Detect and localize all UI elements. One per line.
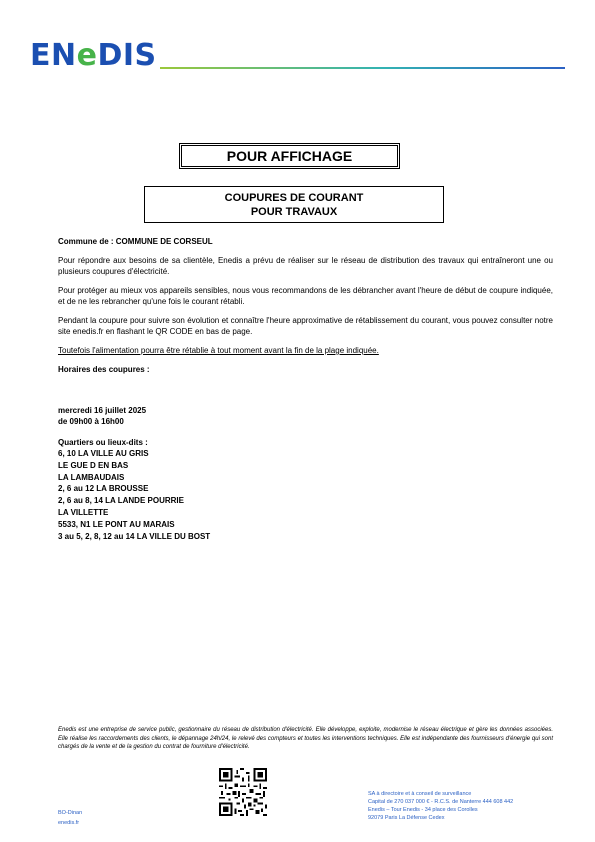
warning-text: Toutefois l'alimentation pourra être rétablie à tout moment avant la fin de la plage indiquée.	[58, 346, 379, 355]
logo-part3: DIS	[97, 38, 157, 73]
list-item: 3 au 5, 2, 8, 12 au 14 LA VILLE DU BOST	[58, 531, 211, 541]
legal-info	[368, 790, 568, 822]
places-label: Quartiers ou lieux-dits :	[58, 438, 148, 447]
footer-note: Enedis est une entreprise de service public, gestionnaire du réseau de distribution d'électricité. Elle développe, exploite, modernise le réseau électrique et gère les données associées. Elle réalise les raccordements des clients, le dépannage 24h/24, le relevé des compteurs et toutes les interventions techniques. Elle est indépendante des fournisseurs d'énergie qui sont chargés de la vente et de la gestion du contrat de fourniture d'électricité.	[58, 727, 553, 750]
list-item: LA VILLETTE	[58, 507, 109, 517]
legal-line: 92079 Paris La Défense Cedex	[368, 815, 445, 821]
hours-label: Horaires des coupures :	[58, 365, 150, 374]
notice-content	[58, 236, 553, 542]
website-link[interactable]: enedis.fr	[58, 820, 80, 826]
qr-code-icon[interactable]	[219, 768, 267, 816]
page-title: POUR AFFICHAGE	[179, 143, 400, 169]
subtitle-line1: COUPURES DE COURANT	[224, 191, 364, 204]
paragraph-follow: Pendant la coupure pour suivre son évolution et connaître l'heure approximative de rétablissement du courant, vous pouvez consulter notre site enedis.fr en flashant le QR CODE en bas de page.	[58, 316, 553, 336]
subtitle-line2: POUR TRAVAUX	[250, 205, 338, 218]
left-footer	[58, 808, 82, 828]
subtitle-box	[144, 186, 444, 223]
commune-label: Commune de : COMMUNE DE CORSEUL	[58, 237, 213, 246]
outage-time: de 09h00 à 16h00	[58, 417, 124, 426]
legal-line: Enedis – Tour Enedis - 34 place des Corolles	[368, 807, 478, 813]
outage-date: mercredi 16 juillet 2025	[58, 406, 147, 415]
agency-label: BO-Dinan	[58, 810, 83, 816]
list-item: LA LAMBAUDAIS	[58, 472, 125, 482]
logo-part2: e	[76, 38, 98, 73]
list-item: 2, 6 au 8, 14 LA LANDE POURRIE	[58, 496, 184, 506]
brand-divider	[160, 67, 565, 69]
places-list	[58, 448, 553, 542]
paragraph-intro: Pour répondre aux besoins de sa clientèle, Enedis a prévu de réaliser sur le réseau de distribution des travaux qui entraîneront une ou plusieurs coupures d'électricité.	[58, 256, 553, 276]
list-item: LE GUE D EN BAS	[58, 460, 129, 470]
legal-line: SA à directoire et à conseil de surveillance	[368, 791, 472, 797]
enedis-logo	[30, 40, 157, 72]
list-item: 6, 10 LA VILLE AU GRIS	[58, 449, 149, 458]
list-item: 5533, N1 LE PONT AU MARAIS	[58, 519, 175, 529]
legal-line: Capital de 270 037 000 € - R.C.S. de Nanterre 444 608 442	[368, 799, 514, 805]
list-item: 2, 6 au 12 LA BROUSSE	[58, 484, 149, 494]
paragraph-protect: Pour protéger au mieux vos appareils sensibles, nous vous recommandons de les débrancher avant l'heure de début de coupure indiquée, et de ne les rebrancher qu'une fois le courant rétabli.	[58, 286, 553, 306]
logo-part1: EN	[30, 38, 77, 73]
